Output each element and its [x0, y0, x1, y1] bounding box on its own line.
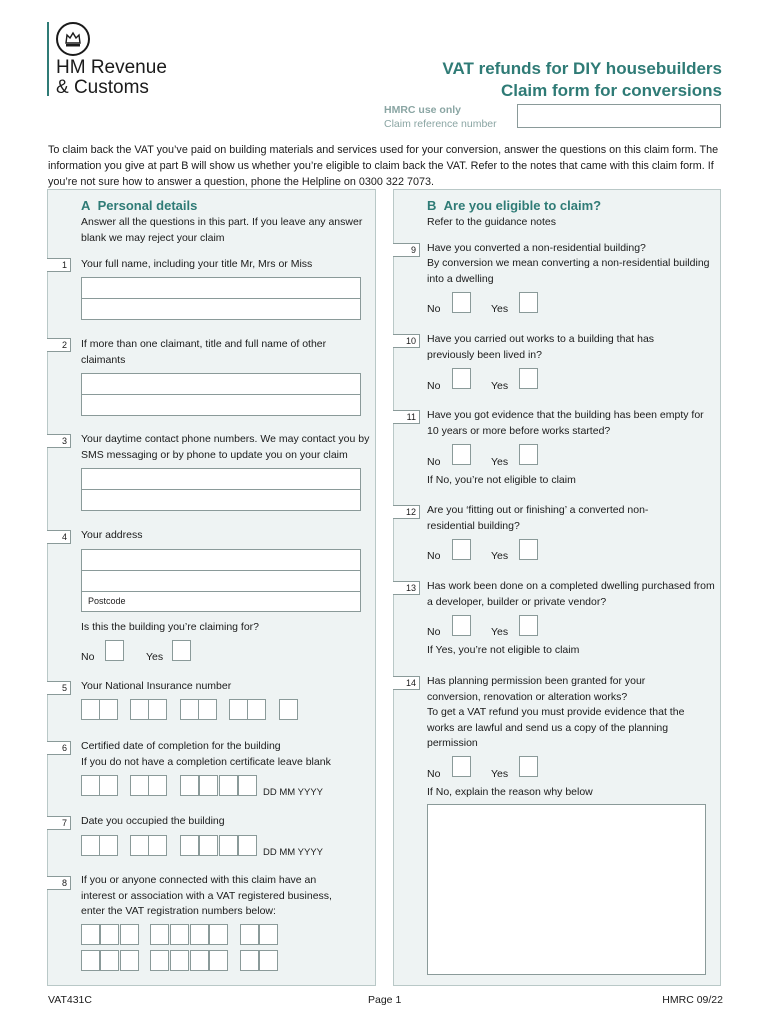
ni-cell[interactable]	[99, 699, 118, 720]
section-a-heading: A Personal details	[81, 198, 198, 213]
section-b-subtitle: Refer to the guidance notes	[427, 216, 557, 228]
claim-ref-input[interactable]	[517, 104, 721, 128]
phone-line-1[interactable]	[81, 468, 361, 490]
claim-ref-label: Claim reference number	[384, 118, 497, 130]
hmrc-use-label: HMRC use only	[384, 104, 462, 116]
question-1-text: Your full name, including your title Mr, Mrs or Miss	[81, 258, 313, 270]
question-number-8: 8	[47, 876, 71, 890]
vat-cell[interactable]	[240, 950, 259, 971]
question-number-5: 5	[47, 681, 71, 695]
address-line-1[interactable]	[81, 549, 361, 571]
question-number-14: 14	[393, 676, 420, 690]
page-number: Page 1	[368, 994, 402, 1006]
vat-cell[interactable]	[259, 924, 278, 945]
no-label: No	[427, 303, 441, 315]
date-cell[interactable]	[148, 775, 167, 796]
no-label: No	[81, 651, 95, 663]
ni-cell[interactable]	[81, 699, 100, 720]
full-name-line-2[interactable]	[81, 298, 361, 320]
ni-cell[interactable]	[180, 699, 199, 720]
logo-bar	[47, 22, 49, 96]
question-number-11: 11	[393, 410, 420, 424]
section-b-heading: B Are you eligible to claim?	[427, 198, 602, 213]
date-cell[interactable]	[180, 775, 199, 796]
date-cell[interactable]	[130, 835, 149, 856]
date-cell[interactable]	[238, 835, 257, 856]
ni-cell[interactable]	[198, 699, 217, 720]
vat-cell[interactable]	[81, 924, 100, 945]
question-4-text: Your address	[81, 529, 143, 541]
q9-yes-checkbox[interactable]	[519, 292, 538, 313]
question-number-13: 13	[393, 581, 420, 595]
vat-cell[interactable]	[150, 950, 169, 971]
date-format-hint: DD MM YYYY	[263, 787, 324, 798]
ni-cell[interactable]	[130, 699, 149, 720]
q10-no-checkbox[interactable]	[452, 368, 471, 389]
date-cell[interactable]	[148, 835, 167, 856]
question-6-note: If you do not have a completion certificate leave blank	[81, 756, 331, 768]
date-format-hint: DD MM YYYY	[263, 847, 324, 858]
question-9-note: By conversion we mean converting a non-residential building into a dwelling	[427, 257, 710, 285]
vat-cell[interactable]	[81, 950, 100, 971]
date-cell[interactable]	[81, 775, 100, 796]
building-question: Is this the building you’re claiming for?	[81, 621, 260, 633]
postcode-field[interactable]	[81, 591, 361, 612]
no-label: No	[427, 456, 441, 468]
reason-textarea[interactable]	[427, 804, 706, 975]
q13-yes-checkbox[interactable]	[519, 615, 538, 636]
date-cell[interactable]	[99, 775, 118, 796]
ni-cell[interactable]	[148, 699, 167, 720]
full-name-line-1[interactable]	[81, 277, 361, 299]
q9-no-checkbox[interactable]	[452, 292, 471, 313]
question-14-instruction: If No, explain the reason why below	[427, 786, 593, 798]
question-number-3: 3	[47, 434, 71, 448]
yes-label: Yes	[491, 380, 509, 392]
question-number-2: 2	[47, 338, 71, 352]
ni-cell[interactable]	[229, 699, 248, 720]
no-label: No	[427, 768, 441, 780]
vat-cell[interactable]	[100, 924, 119, 945]
postcode-label: Postcode	[88, 596, 126, 606]
ni-cell[interactable]	[279, 699, 298, 720]
yes-label: Yes	[491, 768, 509, 780]
vat-cell[interactable]	[120, 950, 139, 971]
question-12-text: Are you ‘fitting out or finishing’ a converted non-residential building?	[427, 504, 649, 532]
date-cell[interactable]	[199, 775, 218, 796]
q11-no-checkbox[interactable]	[452, 444, 471, 465]
question-6-text: Certified date of completion for the building	[81, 740, 281, 752]
vat-cell[interactable]	[209, 924, 228, 945]
intro-text: To claim back the VAT you’ve paid on building materials and services used for your conversion, answer the questions on this claim form. The information you give at part B will show us whether you’re eligible to claim back the VAT. Refer to the notes that came with this claim form. If you’re not sure how to answer a question, phone the Helpline on 0300 322 7073.	[48, 144, 719, 188]
ni-cell[interactable]	[247, 699, 266, 720]
vat-cell[interactable]	[100, 950, 119, 971]
date-cell[interactable]	[199, 835, 218, 856]
question-number-6: 6	[47, 741, 71, 755]
question-number-4: 4	[47, 530, 71, 544]
form-version: HMRC 09/22	[662, 994, 723, 1006]
question-9-text: Have you converted a non-residential building?	[427, 242, 646, 254]
vat-cell[interactable]	[170, 950, 189, 971]
org-name: HM Revenue & Customs	[56, 57, 167, 98]
question-2-text: If more than one claimant, title and full name of other claimants	[81, 338, 327, 366]
question-3-text: Your daytime contact phone numbers. We may contact you by SMS messaging or by phone to update you on your claim	[81, 433, 370, 461]
other-claimants-line-2[interactable]	[81, 394, 361, 416]
date-cell[interactable]	[81, 835, 100, 856]
question-number-10: 10	[393, 334, 420, 348]
question-14-text: Has planning permission been granted for your conversion, renovation or alteration works?	[427, 675, 646, 703]
q13-no-checkbox[interactable]	[452, 615, 471, 636]
address-line-2[interactable]	[81, 570, 361, 592]
q14-yes-checkbox[interactable]	[519, 756, 538, 777]
vat-cell[interactable]	[240, 924, 259, 945]
q12-yes-checkbox[interactable]	[519, 539, 538, 560]
no-label: No	[427, 626, 441, 638]
question-10-text: Have you carried out works to a building that has previously been lived in?	[427, 333, 655, 361]
date-cell[interactable]	[238, 775, 257, 796]
date-cell[interactable]	[99, 835, 118, 856]
date-cell[interactable]	[180, 835, 199, 856]
other-claimants-line-1[interactable]	[81, 373, 361, 395]
question-5-text: Your National Insurance number	[81, 680, 232, 692]
vat-cell[interactable]	[209, 950, 228, 971]
phone-line-2[interactable]	[81, 489, 361, 511]
question-7-text: Date you occupied the building	[81, 815, 225, 827]
vat-cell[interactable]	[259, 950, 278, 971]
question-13-text: Has work been done on a completed dwelling purchased from a developer, builder or private vendor?	[427, 580, 715, 608]
section-a-subtitle: Answer all the questions in this part. If you leave any answer blank we may reject your claim	[81, 216, 363, 244]
no-label: No	[427, 550, 441, 562]
q11-yes-checkbox[interactable]	[519, 444, 538, 465]
vat-cell[interactable]	[170, 924, 189, 945]
form-subtitle: Claim form for conversions	[500, 81, 722, 100]
crown-crest-icon	[56, 22, 90, 56]
yes-label: Yes	[491, 550, 509, 562]
question-11-text: Have you got evidence that the building has been empty for 10 years or more before works started?	[427, 409, 704, 437]
form-title: VAT refunds for DIY housebuilders	[442, 59, 722, 78]
yes-label: Yes	[491, 626, 509, 638]
q10-yes-checkbox[interactable]	[519, 368, 538, 389]
question-number-7: 7	[47, 816, 71, 830]
question-number-9: 9	[393, 243, 420, 257]
yes-label: Yes	[146, 651, 164, 663]
date-cell[interactable]	[219, 775, 238, 796]
question-13-note: If Yes, you’re not eligible to claim	[427, 644, 580, 656]
building-no-checkbox[interactable]	[105, 640, 124, 661]
vat-cell[interactable]	[190, 924, 209, 945]
yes-label: Yes	[491, 303, 509, 315]
no-label: No	[427, 380, 441, 392]
q12-no-checkbox[interactable]	[452, 539, 471, 560]
form-code: VAT431C	[48, 994, 92, 1006]
question-8-text: If you or anyone connected with this claim have an interest or association with a VAT registered business, enter the VAT registration numbers below:	[81, 874, 332, 917]
date-cell[interactable]	[130, 775, 149, 796]
building-yes-checkbox[interactable]	[172, 640, 191, 661]
vat-cell[interactable]	[190, 950, 209, 971]
q14-no-checkbox[interactable]	[452, 756, 471, 777]
question-14-note: To get a VAT refund you must provide evidence that the works are lawful and send us a copy of the planning permission	[427, 706, 685, 749]
yes-label: Yes	[491, 456, 509, 468]
vat-cell[interactable]	[150, 924, 169, 945]
question-11-note: If No, you’re not eligible to claim	[427, 474, 576, 486]
vat-cell[interactable]	[120, 924, 139, 945]
question-number-1: 1	[47, 258, 71, 272]
date-cell[interactable]	[219, 835, 238, 856]
question-number-12: 12	[393, 505, 420, 519]
